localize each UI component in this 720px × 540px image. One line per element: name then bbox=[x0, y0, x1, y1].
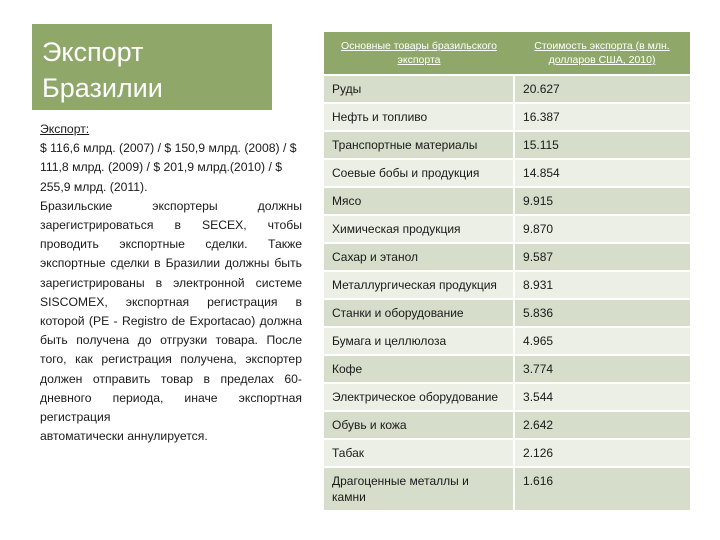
export-value: 16.387 bbox=[514, 103, 690, 131]
export-value: 8.931 bbox=[514, 271, 690, 299]
export-table bbox=[324, 30, 690, 510]
table-row bbox=[324, 439, 690, 467]
title-box bbox=[32, 24, 272, 110]
goods-name: Кофе bbox=[324, 355, 514, 383]
goods-name: Табак bbox=[324, 439, 514, 467]
table-row bbox=[324, 271, 690, 299]
registration-paragraph-end: автоматически аннулируется. bbox=[40, 429, 208, 444]
table-row bbox=[324, 355, 690, 383]
goods-name: Руды bbox=[324, 75, 514, 103]
goods-name: Сахар и этанол bbox=[324, 243, 514, 271]
table-row bbox=[324, 103, 690, 131]
table-row bbox=[324, 131, 690, 159]
table-row bbox=[324, 243, 690, 271]
goods-name: Нефть и топливо bbox=[324, 103, 514, 131]
slide-title bbox=[42, 34, 163, 106]
table-row bbox=[324, 75, 690, 103]
export-value: 20.627 bbox=[514, 75, 690, 103]
goods-name: Химическая продукция bbox=[324, 215, 514, 243]
goods-name: Станки и оборудование bbox=[324, 299, 514, 327]
table-row bbox=[324, 299, 690, 327]
table-header-row bbox=[324, 31, 690, 75]
registration-paragraph: Бразильские экспортеры должны зарегистрироваться в SECEX, чтобы проводить экспортные сделки. Также экспортные сделки в Бразилии должны быть зарегистрированы в электронной системе SISCOMEX, экспортная регистрация в которой (РЕ - Registro de Exportacao) должна быть получена до отгрузки товара. После того, как регистрация получена, экспортер должен отправить товар в пределах 60-дневного периода, иначе экспортная регистрация bbox=[40, 198, 302, 425]
goods-name: Металлургическая продукция bbox=[324, 271, 514, 299]
table-row bbox=[324, 467, 690, 510]
export-value: 2.642 bbox=[514, 411, 690, 439]
export-value: 15.115 bbox=[514, 131, 690, 159]
export-value: 4.965 bbox=[514, 327, 690, 355]
goods-name: Соевые бобы и продукция bbox=[324, 159, 514, 187]
export-value: 9.870 bbox=[514, 215, 690, 243]
table-row bbox=[324, 327, 690, 355]
table-row bbox=[324, 383, 690, 411]
title-line-1: Экспорт bbox=[42, 37, 144, 67]
export-value: 3.544 bbox=[514, 383, 690, 411]
goods-name: Транспортные материалы bbox=[324, 131, 514, 159]
goods-name: Бумага и целлюлоза bbox=[324, 327, 514, 355]
table-row bbox=[324, 187, 690, 215]
export-value: 3.774 bbox=[514, 355, 690, 383]
goods-name: Электрическое оборудование bbox=[324, 383, 514, 411]
title-line-2: Бразилии bbox=[42, 73, 163, 103]
export-value: 2.126 bbox=[514, 439, 690, 467]
export-value: 9.915 bbox=[514, 187, 690, 215]
export-value: 9.587 bbox=[514, 243, 690, 271]
goods-name: Обувь и кожа bbox=[324, 411, 514, 439]
header-goods: Основные товары бразильского экспорта bbox=[324, 31, 514, 75]
body-text bbox=[40, 120, 302, 446]
export-value: 5.836 bbox=[514, 299, 690, 327]
table-row bbox=[324, 159, 690, 187]
lead-label: Экспорт: bbox=[40, 122, 90, 136]
export-figures: $ 116,6 млрд. (2007) / $ 150,9 млрд. (2008) / $ 111,8 млрд. (2009) / $ 201,9 млрд.(2010) / $ 255,9 млрд. (2011). bbox=[40, 141, 297, 194]
table-row bbox=[324, 215, 690, 243]
goods-name: Мясо bbox=[324, 187, 514, 215]
export-value: 1.616 bbox=[514, 467, 690, 510]
header-value: Стоимость экспорта (в млн. долларов США, 2010) bbox=[514, 31, 690, 75]
goods-name: Драгоценные металлы и камни bbox=[324, 467, 514, 510]
export-value: 14.854 bbox=[514, 159, 690, 187]
table-row bbox=[324, 411, 690, 439]
